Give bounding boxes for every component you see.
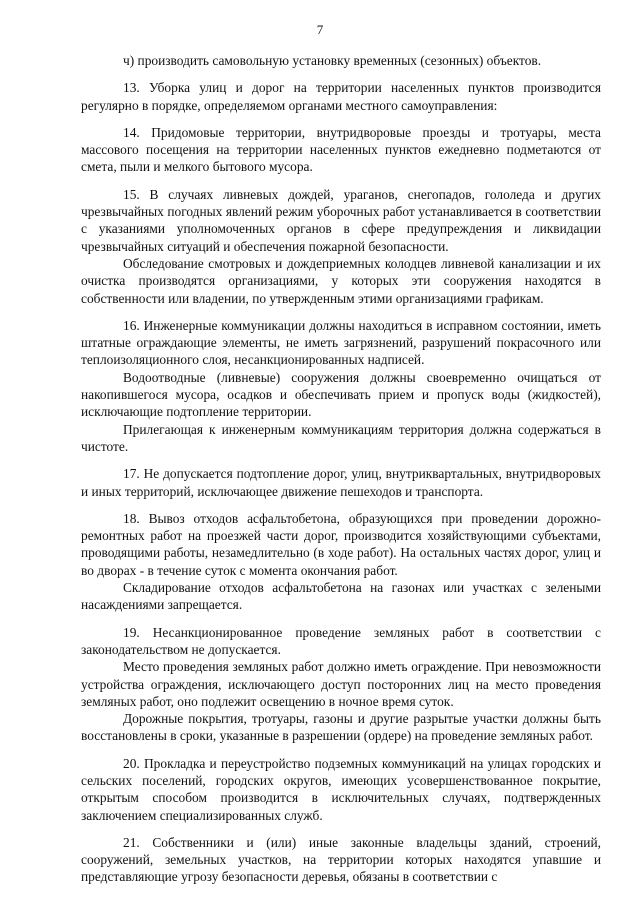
paragraph-16-adjacent-territory: Прилегающая к инженерным коммуникациям территория должна содержаться в чистоте.: [81, 421, 601, 454]
document-body: [81, 52, 601, 886]
paragraph-16: 16. Инженерные коммуникации должны находиться в исправном состоянии, иметь штатные ограждающие элементы, не иметь загрязнений, разрушений покрасочного или теплоизоляционного слоя, несанкционированных надписей.: [81, 317, 601, 368]
paragraph-19-fencing: Место проведения земляных работ должно иметь ограждение. При невозможности устройства ограждения, исключающего доступ посторонних лиц на место проведения земляных работ, оно подлежит освещению в ночное время суток.: [81, 659, 601, 709]
page-number: 7: [316, 22, 324, 37]
paragraph-20: 20. Прокладка и переустройство подземных коммуникаций на улицах городских и сельских поселений, городских округов, имеющих усовершенствованное покрытие, открытым способом производится в исключительных случаях, подтвержденных заключением специализированных служб.: [81, 755, 601, 823]
paragraph-21: 21. Собственники и (или) иные законные владельцы зданий, строений, сооружений, земельных участков, на территории которых находятся упавшие и представляющие угрозу безопасности деревья, обязаны в соответствии с: [81, 834, 601, 885]
paragraph-16-drainage: Водоотводные (ливневые) сооружения должны своевременно очищаться от накопившегося мусора, осадков и обеспечивать прием и пропуск воды (жидкостей), исключающие подтопление территории.: [81, 369, 601, 420]
paragraph-19-restoration: Дорожные покрытия, тротуары, газоны и другие разрытые участки должны быть восстановлены в сроки, указанные в разрешении (ордере) на проведение земляных работ.: [81, 711, 601, 744]
paragraph-18-storage: Складирование отходов асфальтобетона на газонах или участках с зелеными насаждениями запрещается.: [81, 580, 601, 613]
paragraph-18: 18. Вывоз отходов асфальтобетона, образующихся при проведении дорожно-ремонтных работ на проезжей части дорог, производится хозяйствующими субъектами, проводящими работы, незамедлительно (в ходе работ). На остальных частях дорог, улиц и во дворах - в течение суток с момента окончания работ.: [81, 510, 601, 578]
paragraph-13: 13. Уборка улиц и дорог на территории населенных пунктов производится регулярно в порядке, определяемом органами местного самоуправления:: [81, 80, 601, 113]
paragraph-15: 15. В случаях ливневых дождей, ураганов, снегопадов, гололеда и других чрезвычайных погодных явлений режим уборочных работ устанавливается в соответствии с указаниями уполномоченных органов в сфере предупреждения и ликвидации чрезвычайных ситуаций и обеспечения пожарной безопасности.: [81, 186, 601, 254]
paragraph-15-continuation: Обследование смотровых и дождеприемных колодцев ливневой канализации и их очистка производятся организациями, у которых эти сооружения находятся в собственности или владении, по утвержденным этими организациями графикам.: [81, 255, 601, 306]
paragraph-14: 14. Придомовые территории, внутридворовые проезды и тротуары, места массового посещения на территории населенных пунктов ежедневно подметаются от смета, пыли и мелкого бытового мусора.: [81, 124, 601, 175]
paragraph-19: 19. Несанкционированное проведение земляных работ в соответствии с законодательством не допускается.: [81, 624, 601, 657]
paragraph-17: 17. Не допускается подтопление дорог, улиц, внутриквартальных, внутридворовых и иных территорий, исключающее движение пешеходов и транспорта.: [81, 466, 601, 499]
paragraph-item-ch: ч) производить самовольную установку временных (сезонных) объектов.: [123, 53, 542, 68]
